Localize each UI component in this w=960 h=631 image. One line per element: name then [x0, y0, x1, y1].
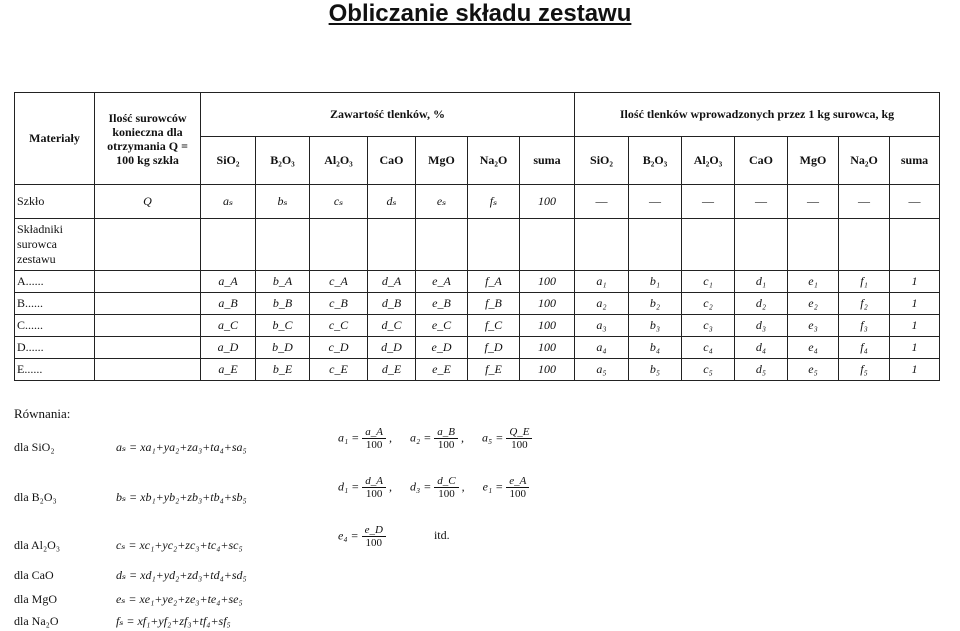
table-cell: d_E: [368, 359, 416, 381]
oxide-header: Na₂O: [468, 137, 520, 185]
equation: aₛ = xa₁+ya₂+za₃+ta₄+sa₅: [116, 440, 247, 454]
table-cell: e_D: [416, 337, 468, 359]
table-cell: c₄: [682, 337, 735, 359]
table-cell: a_D: [201, 337, 256, 359]
table-cell: 1: [890, 359, 940, 381]
table-cell: —: [575, 185, 629, 219]
table-cell: b₂: [629, 293, 682, 315]
table-cell: f₃: [839, 315, 890, 337]
oxide-header: CaO: [368, 137, 416, 185]
equation: cₛ = xc₁+yc₂+zc₃+tc₄+sc₅: [116, 538, 243, 552]
table-cell: e_A: [416, 271, 468, 293]
fraction-lhs: e₁ =: [482, 479, 507, 494]
table-cell: a_A: [201, 271, 256, 293]
row-q: [95, 315, 201, 337]
composition-table: [14, 92, 940, 381]
oxide-header: MgO: [788, 137, 839, 185]
fraction: [362, 426, 386, 451]
oxide-header: suma: [890, 137, 940, 185]
table-cell: bₛ: [256, 185, 310, 219]
row-name: D......: [15, 337, 95, 359]
fraction-numerator: d_C: [434, 475, 458, 488]
table-cell: b₅: [629, 359, 682, 381]
table-cell: e₃: [788, 315, 839, 337]
equation-label: dla MgO: [14, 592, 57, 606]
table-cell: d₄: [735, 337, 788, 359]
table-cell: d_D: [368, 337, 416, 359]
table-cell: b_E: [256, 359, 310, 381]
table-cell: —: [788, 185, 839, 219]
fraction-numerator: e_D: [362, 524, 386, 537]
header-introduced: Ilość tlenków wprowadzonych przez 1 kg surowca, kg: [575, 93, 940, 137]
table-cell: a₄: [575, 337, 629, 359]
table-cell: f_C: [468, 315, 520, 337]
header-content: Zawartość tlenków, %: [201, 93, 575, 137]
fraction-denominator: 100: [511, 439, 528, 451]
table-cell: 100: [520, 185, 575, 219]
table-cell: e_B: [416, 293, 468, 315]
fraction: [506, 426, 532, 451]
fraction-numerator: a_B: [434, 426, 458, 439]
fraction: [434, 475, 458, 500]
fraction-denominator: 100: [365, 488, 383, 500]
fraction-lhs: d₁ =: [338, 479, 363, 494]
table-cell: 1: [890, 337, 940, 359]
table-cell: 1: [890, 271, 940, 293]
table-cell: c_E: [310, 359, 368, 381]
oxide-header: SiO₂: [575, 137, 629, 185]
table-cell: e₄: [788, 337, 839, 359]
header-required: Ilość surowców konieczna dla otrzymania Q = 100 kg szkła: [95, 93, 201, 185]
table-cell: fₛ: [468, 185, 520, 219]
fraction-item: [483, 475, 530, 500]
table-cell: a_B: [201, 293, 256, 315]
table-cell: a₂: [575, 293, 629, 315]
table-row: [15, 293, 940, 315]
row-name: Szkło: [15, 185, 95, 219]
table-cell: f_E: [468, 359, 520, 381]
table-cell: d_B: [368, 293, 416, 315]
fraction-numerator: d_A: [362, 475, 386, 488]
page-title: Obliczanie składu zestawu: [328, 0, 632, 27]
table-cell: f_A: [468, 271, 520, 293]
table-cell: f₁: [839, 271, 890, 293]
table-cell: e₂: [788, 293, 839, 315]
table-cell: —: [839, 185, 890, 219]
table-row: [15, 315, 940, 337]
table-cell: c₃: [682, 315, 735, 337]
table-cell: eₛ: [416, 185, 468, 219]
table-cell: a₅: [575, 359, 629, 381]
fraction: [506, 475, 529, 500]
fraction-item: a₁ = $\frac{a\_A}{100}$ ,: [338, 426, 393, 451]
glass-row: [15, 185, 940, 219]
equation: dₛ = xd₁+yd₂+zd₃+td₄+sd₅: [116, 568, 247, 582]
table-cell: dₛ: [368, 185, 416, 219]
table-cell: c₂: [682, 293, 735, 315]
fraction-group: [338, 475, 547, 500]
section-row: [15, 219, 940, 271]
table-cell: b_C: [256, 315, 310, 337]
table-cell: e₁: [788, 271, 839, 293]
row-q: Q: [95, 185, 201, 219]
fraction-denominator: 100: [437, 439, 455, 451]
row-name: A......: [15, 271, 95, 293]
equation: fₛ = xf₁+yf₂+zf₃+tf₄+sf₅: [116, 614, 231, 628]
table-cell: 1: [890, 293, 940, 315]
table-cell: b₁: [629, 271, 682, 293]
oxide-header: MgO: [416, 137, 468, 185]
table-cell: a₃: [575, 315, 629, 337]
table-cell: d₃: [735, 315, 788, 337]
oxide-header: Al₂O₃: [682, 137, 735, 185]
table-cell: f_B: [468, 293, 520, 315]
row-q: [95, 293, 201, 315]
table-cell: a_E: [201, 359, 256, 381]
table-cell: 100: [520, 293, 575, 315]
table-cell: e_C: [416, 315, 468, 337]
table-cell: c_D: [310, 337, 368, 359]
table-cell: d_A: [368, 271, 416, 293]
table-cell: d_C: [368, 315, 416, 337]
table-row: [15, 271, 940, 293]
table-cell: f₂: [839, 293, 890, 315]
equation: eₛ = xe₁+ye₂+ze₃+te₄+se₅: [116, 592, 243, 606]
fraction-item: [482, 426, 532, 451]
table-cell: f₄: [839, 337, 890, 359]
table-cell: c_C: [310, 315, 368, 337]
table-cell: 100: [520, 337, 575, 359]
fraction: [434, 426, 458, 451]
row-name: E......: [15, 359, 95, 381]
table-cell: a₁: [575, 271, 629, 293]
table-cell: b_D: [256, 337, 310, 359]
table-cell: d₂: [735, 293, 788, 315]
oxide-header: CaO: [735, 137, 788, 185]
etc-text: itd.: [433, 528, 450, 543]
table-cell: 1: [890, 315, 940, 337]
fraction-item: a₂ = $\frac{a\_B}{100}$ ,: [410, 426, 465, 451]
equation-label: dla B₂O₃: [14, 490, 57, 504]
fraction-numerator: e_A: [506, 475, 529, 488]
table-cell: c₁: [682, 271, 735, 293]
fraction: [362, 475, 386, 500]
fraction-item: [338, 524, 386, 549]
equation-label: dla SiO₂: [14, 440, 55, 454]
fraction-lhs: a₅ =: [482, 430, 507, 445]
fraction-numerator: a_A: [362, 426, 386, 439]
fraction-group: [338, 426, 550, 451]
table-cell: c₅: [682, 359, 735, 381]
fraction-group: [338, 524, 450, 549]
table-cell: f_D: [468, 337, 520, 359]
table-cell: —: [735, 185, 788, 219]
table-cell: b_A: [256, 271, 310, 293]
table-cell: —: [682, 185, 735, 219]
table-cell: f₅: [839, 359, 890, 381]
table-cell: aₛ: [201, 185, 256, 219]
fraction-denominator: 100: [365, 439, 383, 451]
oxide-header: SiO₂: [201, 137, 256, 185]
table-row: [15, 337, 940, 359]
equation-label: dla CaO: [14, 568, 54, 582]
row-q: [95, 337, 201, 359]
oxide-header: B₂O₃: [629, 137, 682, 185]
equation: bₛ = xb₁+yb₂+zb₃+tb₄+sb₅: [116, 490, 247, 504]
fraction-numerator: Q_E: [506, 426, 532, 439]
fraction-lhs: d₃ =: [410, 479, 435, 494]
section-label: Składniki surowca zestawu: [15, 219, 95, 271]
fraction-item: d₁ = $\frac{d\_A}{100}$ ,: [338, 475, 393, 500]
table-cell: c_A: [310, 271, 368, 293]
table-cell: a_C: [201, 315, 256, 337]
table-cell: 100: [520, 359, 575, 381]
row-q: [95, 359, 201, 381]
fraction-lhs: e₄ =: [338, 528, 362, 543]
table-cell: 100: [520, 271, 575, 293]
row-q: [95, 271, 201, 293]
table-cell: e₅: [788, 359, 839, 381]
table-cell: e_E: [416, 359, 468, 381]
equations-heading: Równania:: [14, 406, 71, 421]
row-name: B......: [15, 293, 95, 315]
oxide-header: Al₂O₃: [310, 137, 368, 185]
equation-label: dla Na₂O: [14, 614, 59, 628]
fraction-item: d₃ = $\frac{d\_C}{100}$ ,: [410, 475, 465, 500]
header-materials: Materiały: [15, 93, 95, 185]
table-cell: b₃: [629, 315, 682, 337]
fraction-denominator: 100: [438, 488, 455, 500]
fraction-denominator: 100: [365, 537, 383, 549]
fraction: [362, 524, 386, 549]
table-cell: b_B: [256, 293, 310, 315]
table-cell: cₛ: [310, 185, 368, 219]
table-cell: —: [890, 185, 940, 219]
row-name: C......: [15, 315, 95, 337]
table-cell: 100: [520, 315, 575, 337]
oxide-header: suma: [520, 137, 575, 185]
fraction-lhs: a₂ =: [410, 430, 435, 445]
equation-label: dla Al₂O₃: [14, 538, 61, 552]
table-cell: —: [629, 185, 682, 219]
table-cell: c_B: [310, 293, 368, 315]
table-cell: d₅: [735, 359, 788, 381]
table-cell: b₄: [629, 337, 682, 359]
table-cell: d₁: [735, 271, 788, 293]
oxide-header: B₂O₃: [256, 137, 310, 185]
oxide-header: Na₂O: [839, 137, 890, 185]
fraction-denominator: 100: [509, 488, 527, 500]
fraction-lhs: a₁ =: [338, 430, 363, 445]
table-row: [15, 359, 940, 381]
